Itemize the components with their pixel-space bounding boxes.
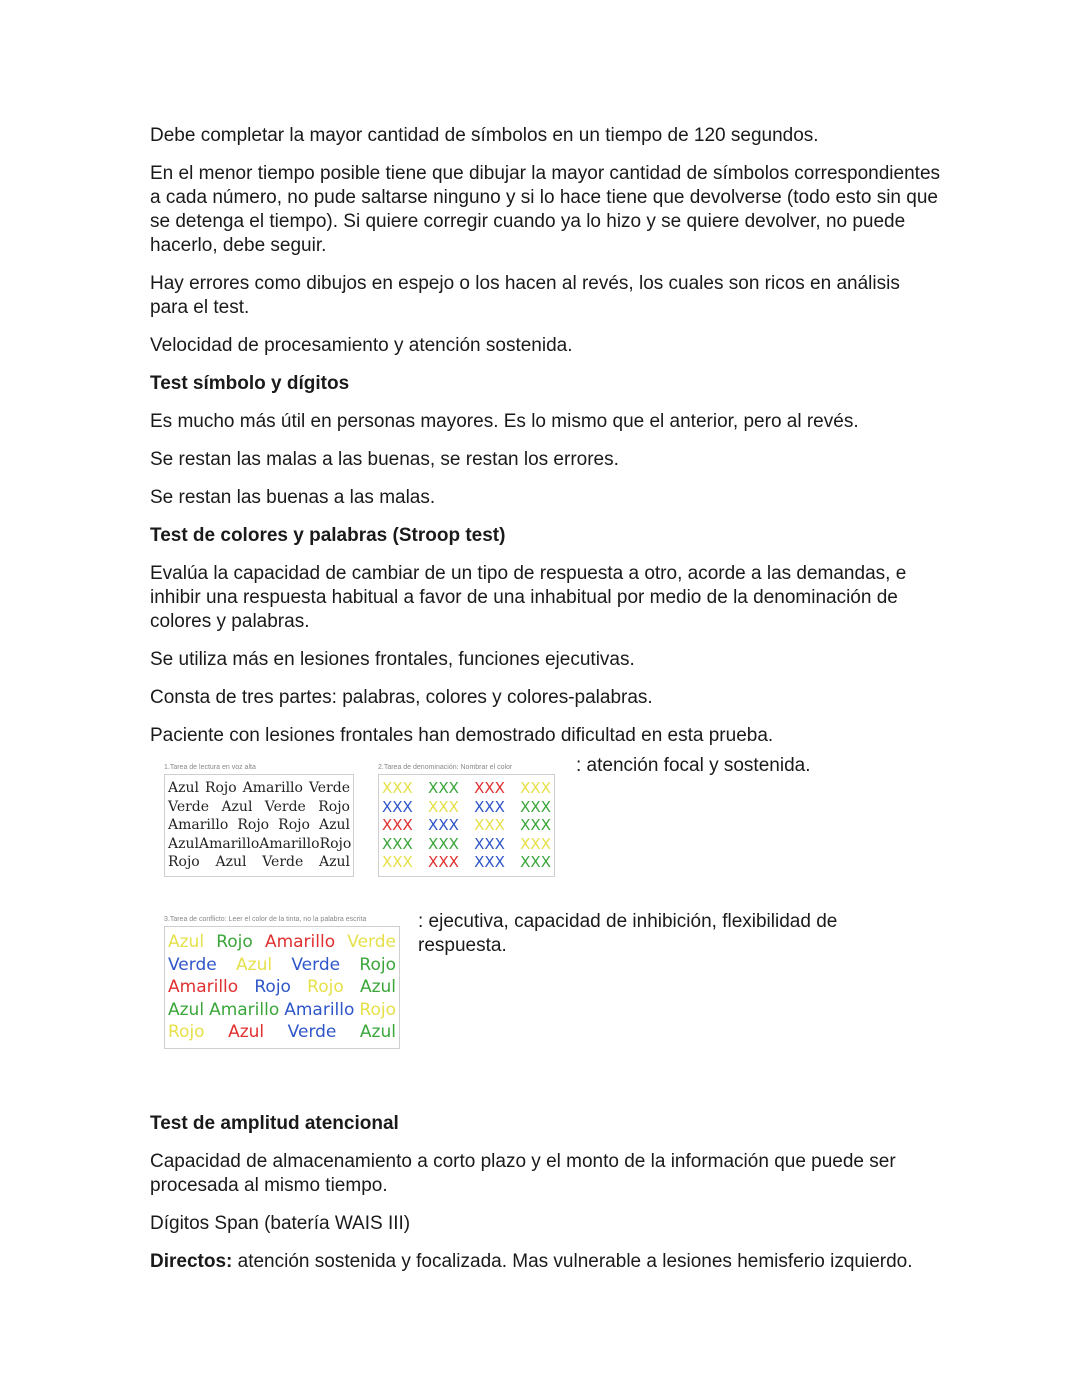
grid-row <box>168 999 396 1022</box>
section-heading: Test símbolo y dígitos <box>150 373 350 394</box>
grid-word: Rojo <box>237 817 270 833</box>
grid-word: XXX <box>474 853 505 871</box>
grid-word: Amarillo <box>168 977 239 997</box>
color-naming-panel <box>378 762 555 877</box>
grid-word: XXX <box>520 834 551 853</box>
grid-word: XXX <box>382 834 413 853</box>
paragraph: Se restan las buenas a las malas. <box>150 487 436 508</box>
grid-word: Verde <box>262 854 304 870</box>
color-grid <box>378 774 555 877</box>
grid-word: XXX <box>428 834 459 853</box>
grid-word: Amarillo <box>284 999 355 1020</box>
grid-word: Rojo <box>359 999 396 1020</box>
document-page <box>150 124 940 1288</box>
grid-word: Amarillo <box>259 835 320 852</box>
reading-task-panel <box>164 762 354 877</box>
paragraph: Se restan las malas a las buenas, se restan los errores. <box>150 449 619 470</box>
grid-row <box>382 798 551 817</box>
grid-word: Rojo <box>278 817 310 833</box>
grid-word: XXX <box>520 853 551 871</box>
panel-title: 3.Tarea de conflicto: Leer el color de la tinta, no la palabra escrita <box>164 916 367 923</box>
stroop-figure-2 <box>150 911 940 1084</box>
grid-word: Rojo <box>307 977 344 997</box>
grid-word: Azul <box>236 954 273 975</box>
conflict-task-panel <box>164 914 400 1049</box>
grid-word: XXX <box>474 816 505 834</box>
grid-word: Amarillo <box>198 835 260 852</box>
grid-word: Amarillo <box>168 817 229 833</box>
grid-row <box>168 954 396 977</box>
grid-row <box>168 816 350 835</box>
grid-word: Azul <box>359 1022 396 1042</box>
grid-row <box>168 798 350 817</box>
grid-word: Verde <box>264 798 306 815</box>
grid-word: Rojo <box>254 977 291 997</box>
grid-word: Verde <box>291 954 341 975</box>
grid-word: Azul <box>318 817 350 833</box>
grid-word: Amarillo <box>264 932 336 952</box>
paragraph: Velocidad de procesamiento y atención sostenida. <box>150 335 573 356</box>
paragraph: Capacidad de almacenamiento a corto plazo y el monto de la información que puede ser procesada al mismo tiempo. <box>150 1151 896 1196</box>
grid-word: XXX <box>428 816 459 834</box>
grid-word: Amarillo <box>242 780 303 796</box>
grid-word: Rojo <box>318 798 350 815</box>
grid-row <box>382 779 551 798</box>
grid-word: Rojo <box>359 954 396 975</box>
directos-text: atención sostenida y focalizada. Mas vulnerable a lesiones hemisferio izquierdo. <box>232 1251 913 1272</box>
grid-word: Rojo <box>168 1022 205 1042</box>
grid-word: XXX <box>520 779 551 797</box>
figure-caption: : ejecutiva, capacidad de inhibición, flexibilidad de respuesta. <box>418 911 838 956</box>
grid-word: Azul <box>168 835 199 852</box>
color-word-grid <box>164 926 400 1049</box>
grid-row <box>168 931 396 954</box>
figure-caption: : atención focal y sostenida. <box>576 755 811 776</box>
panel-title: 1.Tarea de lectura en voz alta <box>164 764 256 771</box>
grid-word: Azul <box>359 977 396 997</box>
paragraph: Debe completar la mayor cantidad de símbolos en un tiempo de 120 segundos. <box>150 125 819 146</box>
paragraph: Consta de tres partes: palabras, colores y colores-palabras. <box>150 687 653 708</box>
grid-word: Azul <box>168 932 205 952</box>
paragraph: Dígitos Span (batería WAIS III) <box>150 1213 411 1234</box>
grid-word: Verde <box>287 1022 337 1042</box>
paragraph <box>150 1250 940 1274</box>
grid-word: Azul <box>168 999 205 1020</box>
grid-row <box>168 853 350 872</box>
grid-word: XXX <box>382 853 413 871</box>
grid-row <box>382 835 551 854</box>
grid-row <box>168 835 350 854</box>
grid-word: Rojo <box>319 835 352 852</box>
paragraph: Evalúa la capacidad de cambiar de un tipo de respuesta a otro, acorde a las demandas, e inhibir una respuesta habitual a favor de una inhabitual por medio de la denominación de colores y palabras. <box>150 563 907 632</box>
grid-word: XXX <box>474 779 505 797</box>
grid-word: XXX <box>428 797 459 816</box>
grid-word: Azul <box>319 854 350 870</box>
grid-row <box>382 816 551 835</box>
grid-row <box>168 976 396 999</box>
grid-word: XXX <box>474 834 505 853</box>
grid-word: XXX <box>520 816 551 834</box>
grid-word: Rojo <box>168 854 200 870</box>
grid-word: XXX <box>382 779 413 797</box>
grid-row <box>168 1021 396 1044</box>
word-grid <box>164 774 354 877</box>
directos-label: Directos: <box>150 1251 233 1272</box>
paragraph: Es mucho más útil en personas mayores. Es lo mismo que el anterior, pero al revés. <box>150 411 859 432</box>
grid-word: Azul <box>215 854 247 870</box>
grid-word: Azul <box>168 780 199 796</box>
grid-word: Verde <box>168 954 217 975</box>
panel-title: 2.Tarea de denominación: Nombrar el color <box>378 764 513 771</box>
grid-word: Verde <box>168 798 210 815</box>
stroop-figure-1 <box>150 755 940 902</box>
grid-word: Amarillo <box>209 999 280 1020</box>
grid-word: XXX <box>474 797 505 816</box>
grid-word: Rojo <box>204 780 237 796</box>
grid-word: Azul <box>221 798 253 815</box>
paragraph: Hay errores como dibujos en espejo o los hacen al revés, los cuales son ricos en análisis para el test. <box>150 273 900 318</box>
grid-word: Rojo <box>216 932 253 952</box>
grid-word: Verde <box>347 932 396 952</box>
grid-word: XXX <box>382 797 413 816</box>
section-heading: Test de colores y palabras (Stroop test) <box>150 525 506 546</box>
paragraph: Se utiliza más en lesiones frontales, funciones ejecutivas. <box>150 649 635 670</box>
grid-word: Azul <box>228 1022 265 1042</box>
grid-word: XXX <box>428 853 459 871</box>
grid-word: XXX <box>520 797 551 816</box>
paragraph: Paciente con lesiones frontales han demostrado dificultad en esta prueba. <box>150 725 774 746</box>
grid-word: Verde <box>308 780 350 796</box>
section-heading: Test de amplitud atencional <box>150 1113 399 1134</box>
grid-word: XXX <box>428 779 459 797</box>
grid-row <box>382 853 551 872</box>
grid-word: XXX <box>382 816 413 834</box>
grid-row <box>168 779 350 798</box>
paragraph: En el menor tiempo posible tiene que dibujar la mayor cantidad de símbolos correspondientes a cada número, no pude saltarse ninguno y si lo hace tiene que devolverse (todo esto sin que se detenga el tiempo). Si quiere corregir cuando ya lo hizo y se quiere devolver, no puede hacerlo, debe seguir. <box>150 163 941 256</box>
